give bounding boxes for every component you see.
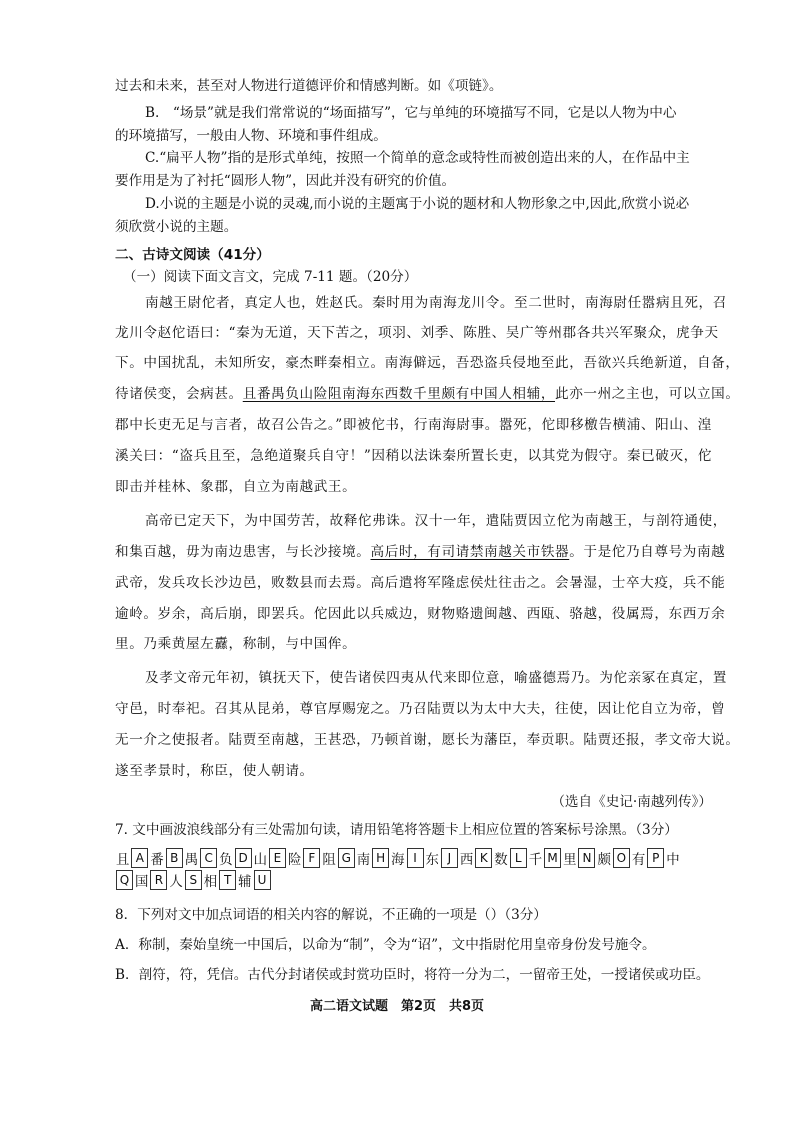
- grid-character: 南: [356, 852, 371, 868]
- answer-option-box[interactable]: U: [254, 870, 271, 890]
- option-c-line1: C.“扁平人物”指的是形式单纯，按照一个简单的意念或特性而被创造出来的人，在作品中主: [145, 150, 690, 166]
- passage-p3-line3: 无一介之使报者。陆贾至南越，王甚恐，乃顿首谢，愿长为藩臣，奉贡职。陆贾还报，孝文帝大说。: [115, 732, 740, 748]
- grid-character: 中: [666, 852, 680, 868]
- passage-p2-line1: 高帝已定天下，为中国劳苦，故释佗弗诛。汉十一年，遣陆贾因立佗为南越王，与剖符通使，: [145, 513, 727, 529]
- option-d-line1: D.小说的主题是小说的灵魂,而小说的主题寓于小说的题材和人物形象之中,因此,欣赏小说必: [145, 196, 690, 212]
- option-d-line2: 须欣赏小说的主题。: [115, 219, 238, 235]
- grid-character: 人: [169, 874, 183, 890]
- option-c-line2: 要作用是为了衬托“圆形人物”，因此并没有研究的价值。: [115, 173, 456, 189]
- answer-option-box[interactable]: B: [166, 848, 183, 868]
- passage-text: 。于是佗乃自尊号为南越: [569, 544, 726, 560]
- passage-p1-line5: 郡中长吏无足与言者，故召公告之。”即被佗书，行南海尉事。嚣死，佗即移檄告横浦、阳山、湟: [115, 417, 712, 433]
- underlined-sentence: 高后时，有司请禁南越关市铁器: [370, 544, 570, 560]
- passage-p2-line2: [115, 542, 725, 562]
- grid-character: 且: [116, 852, 130, 868]
- passage-p3-line4: 遂至孝景时，称臣，使人朝请。: [115, 763, 314, 779]
- grid-character: 颇: [597, 852, 611, 868]
- question-8-stem: 8．下列对文中加点词语的相关内容的解说，不正确的一项是（）（3分）: [115, 907, 547, 923]
- grid-character: 西: [459, 852, 474, 868]
- answer-option-box[interactable]: H: [372, 848, 389, 868]
- answer-option-box[interactable]: F: [303, 848, 320, 868]
- grid-character: 阻: [322, 852, 336, 868]
- answer-option-box[interactable]: R: [150, 870, 167, 890]
- answer-option-box[interactable]: J: [441, 848, 458, 868]
- grid-character: 海: [391, 852, 405, 868]
- answer-option-box[interactable]: E: [269, 848, 286, 868]
- question-7-stem: 7. 文中画波浪线部分有三处需加句读，请用铅笔将答题卡上相应位置的答案标号涂黑。（3分）: [115, 822, 678, 838]
- grid-character: 国: [135, 874, 149, 890]
- passage-p1-line6: 溪关曰：“盗兵且至，急绝道聚兵自守！”因稍以法诛秦所置长吏，以其党为假守。秦已破灭，佗: [115, 448, 713, 464]
- passage-p1-line1: 南越王尉佗者，真定人也，姓赵氏。秦时用为南海龙川令。至二世时，南海尉任嚣病且死，召: [145, 295, 727, 311]
- answer-option-box[interactable]: P: [647, 848, 664, 868]
- passage-p1-line3: 下。中国扰乱，未知所安，豪杰畔秦相立。南海僻远，吾恐盗兵侵地至此，吾欲兴兵绝新道，自备，: [115, 355, 740, 371]
- passage-p2-line3: 武帝，发兵攻长沙边邑，败数县而去焉。高后遣将军隆虑侯灶往击之。会暑湿，士卒大疫，兵不能: [115, 575, 726, 591]
- answer-option-box[interactable]: T: [219, 870, 236, 890]
- passage-p3-line1: 及孝文帝元年初，镇抚天下，使告诸侯四夷从代来即位意，喻盛德焉乃。为佗亲冢在真定，置: [145, 670, 727, 686]
- answer-option-box[interactable]: I: [407, 848, 424, 868]
- answer-option-box[interactable]: K: [475, 848, 492, 868]
- answer-option-box[interactable]: G: [338, 848, 355, 868]
- passage-p3-line2: 守邑，时奉祀。召其从昆弟，尊官厚赐宠之。乃召陆贾以为太中大夫，往使，因让佗自立为帝，曾: [115, 701, 726, 717]
- grid-character: 有: [631, 852, 646, 868]
- passage-p1-line2: 龙川令赵佗语曰：“秦为无道，天下苦之，项羽、刘季、陈胜、吴广等州郡各共兴军聚众，虎争天: [115, 325, 719, 341]
- passage-p1-line7: 即击并桂林、象郡，自立为南越武王。: [115, 479, 357, 495]
- grid-character: 相: [203, 874, 218, 890]
- passage-text: 和集百越，毋为南边患害，与长沙接境。: [115, 544, 371, 560]
- passage-text: 此亦一州之主也，可以立国。: [555, 386, 740, 402]
- grid-character: 辅: [238, 874, 252, 890]
- section-subtitle: （一）阅读下面文言文，完成 7-11 题。（20分）: [123, 269, 418, 285]
- grid-character: 禺: [184, 852, 199, 868]
- wavy-underlined-sentence: 且番禺负山险阻南海东西数千里颇有中国人相辅，: [242, 386, 556, 402]
- option-a-continued: 过去和未来，甚至对人物进行道德评价和情感判断。如《项链》。: [115, 78, 503, 94]
- answer-option-box[interactable]: Q: [116, 870, 133, 890]
- q7-answer-grid-row1: [115, 848, 681, 868]
- page-footer: 高二语文试题 第2页 共8页: [309, 999, 485, 1014]
- answer-option-box[interactable]: O: [613, 848, 630, 868]
- answer-option-box[interactable]: N: [578, 848, 595, 868]
- option-b-line2: 的环境描写，一般由人物、环境和事件组成。: [115, 128, 387, 144]
- question-8-option-b: B．剖符，符，凭信。古代分封诸侯或封赏功臣时，将符一分为二，一留帝王处，一授诸侯或功臣。: [115, 967, 710, 983]
- option-b-line1: B. “场景”就是我们常常说的“场面描写”，它与单纯的环境描写不同，它是以人物为中心: [145, 105, 677, 121]
- passage-source: （选自《史记·南越列传》）: [551, 794, 712, 810]
- section-title: 二、古诗文阅读（41分）: [115, 247, 270, 263]
- grid-character: 数: [494, 852, 508, 868]
- answer-option-box[interactable]: C: [200, 848, 217, 868]
- grid-character: 险: [287, 852, 302, 868]
- answer-option-box[interactable]: D: [235, 848, 252, 868]
- answer-option-box[interactable]: A: [131, 848, 148, 868]
- passage-p1-line4: [115, 384, 740, 404]
- answer-option-box[interactable]: S: [185, 870, 202, 890]
- passage-text: 待诸侯变，会病甚。: [115, 386, 243, 402]
- grid-character: 千: [528, 852, 543, 868]
- grid-character: 番: [150, 852, 164, 868]
- grid-character: 负: [219, 852, 233, 868]
- grid-character: 里: [563, 852, 577, 868]
- question-8-option-a: A．称制，秦始皇统一中国后，以命为“制”，令为“诏”，文中指尉佗用皇帝身份发号施令。: [115, 937, 656, 953]
- q7-answer-grid-row2: [115, 870, 272, 890]
- grid-character: 东: [425, 852, 439, 868]
- passage-p2-line5: 里。乃乘黄屋左纛，称制，与中国侔。: [115, 636, 357, 652]
- passage-p2-line4: 逾岭。岁余，高后崩，即罢兵。佗因此以兵威边，财物赂遗闽越、西瓯、骆越，役属焉，东西万余: [115, 606, 726, 622]
- answer-option-box[interactable]: L: [510, 848, 527, 868]
- grid-character: 山: [253, 852, 267, 868]
- answer-option-box[interactable]: M: [544, 848, 561, 868]
